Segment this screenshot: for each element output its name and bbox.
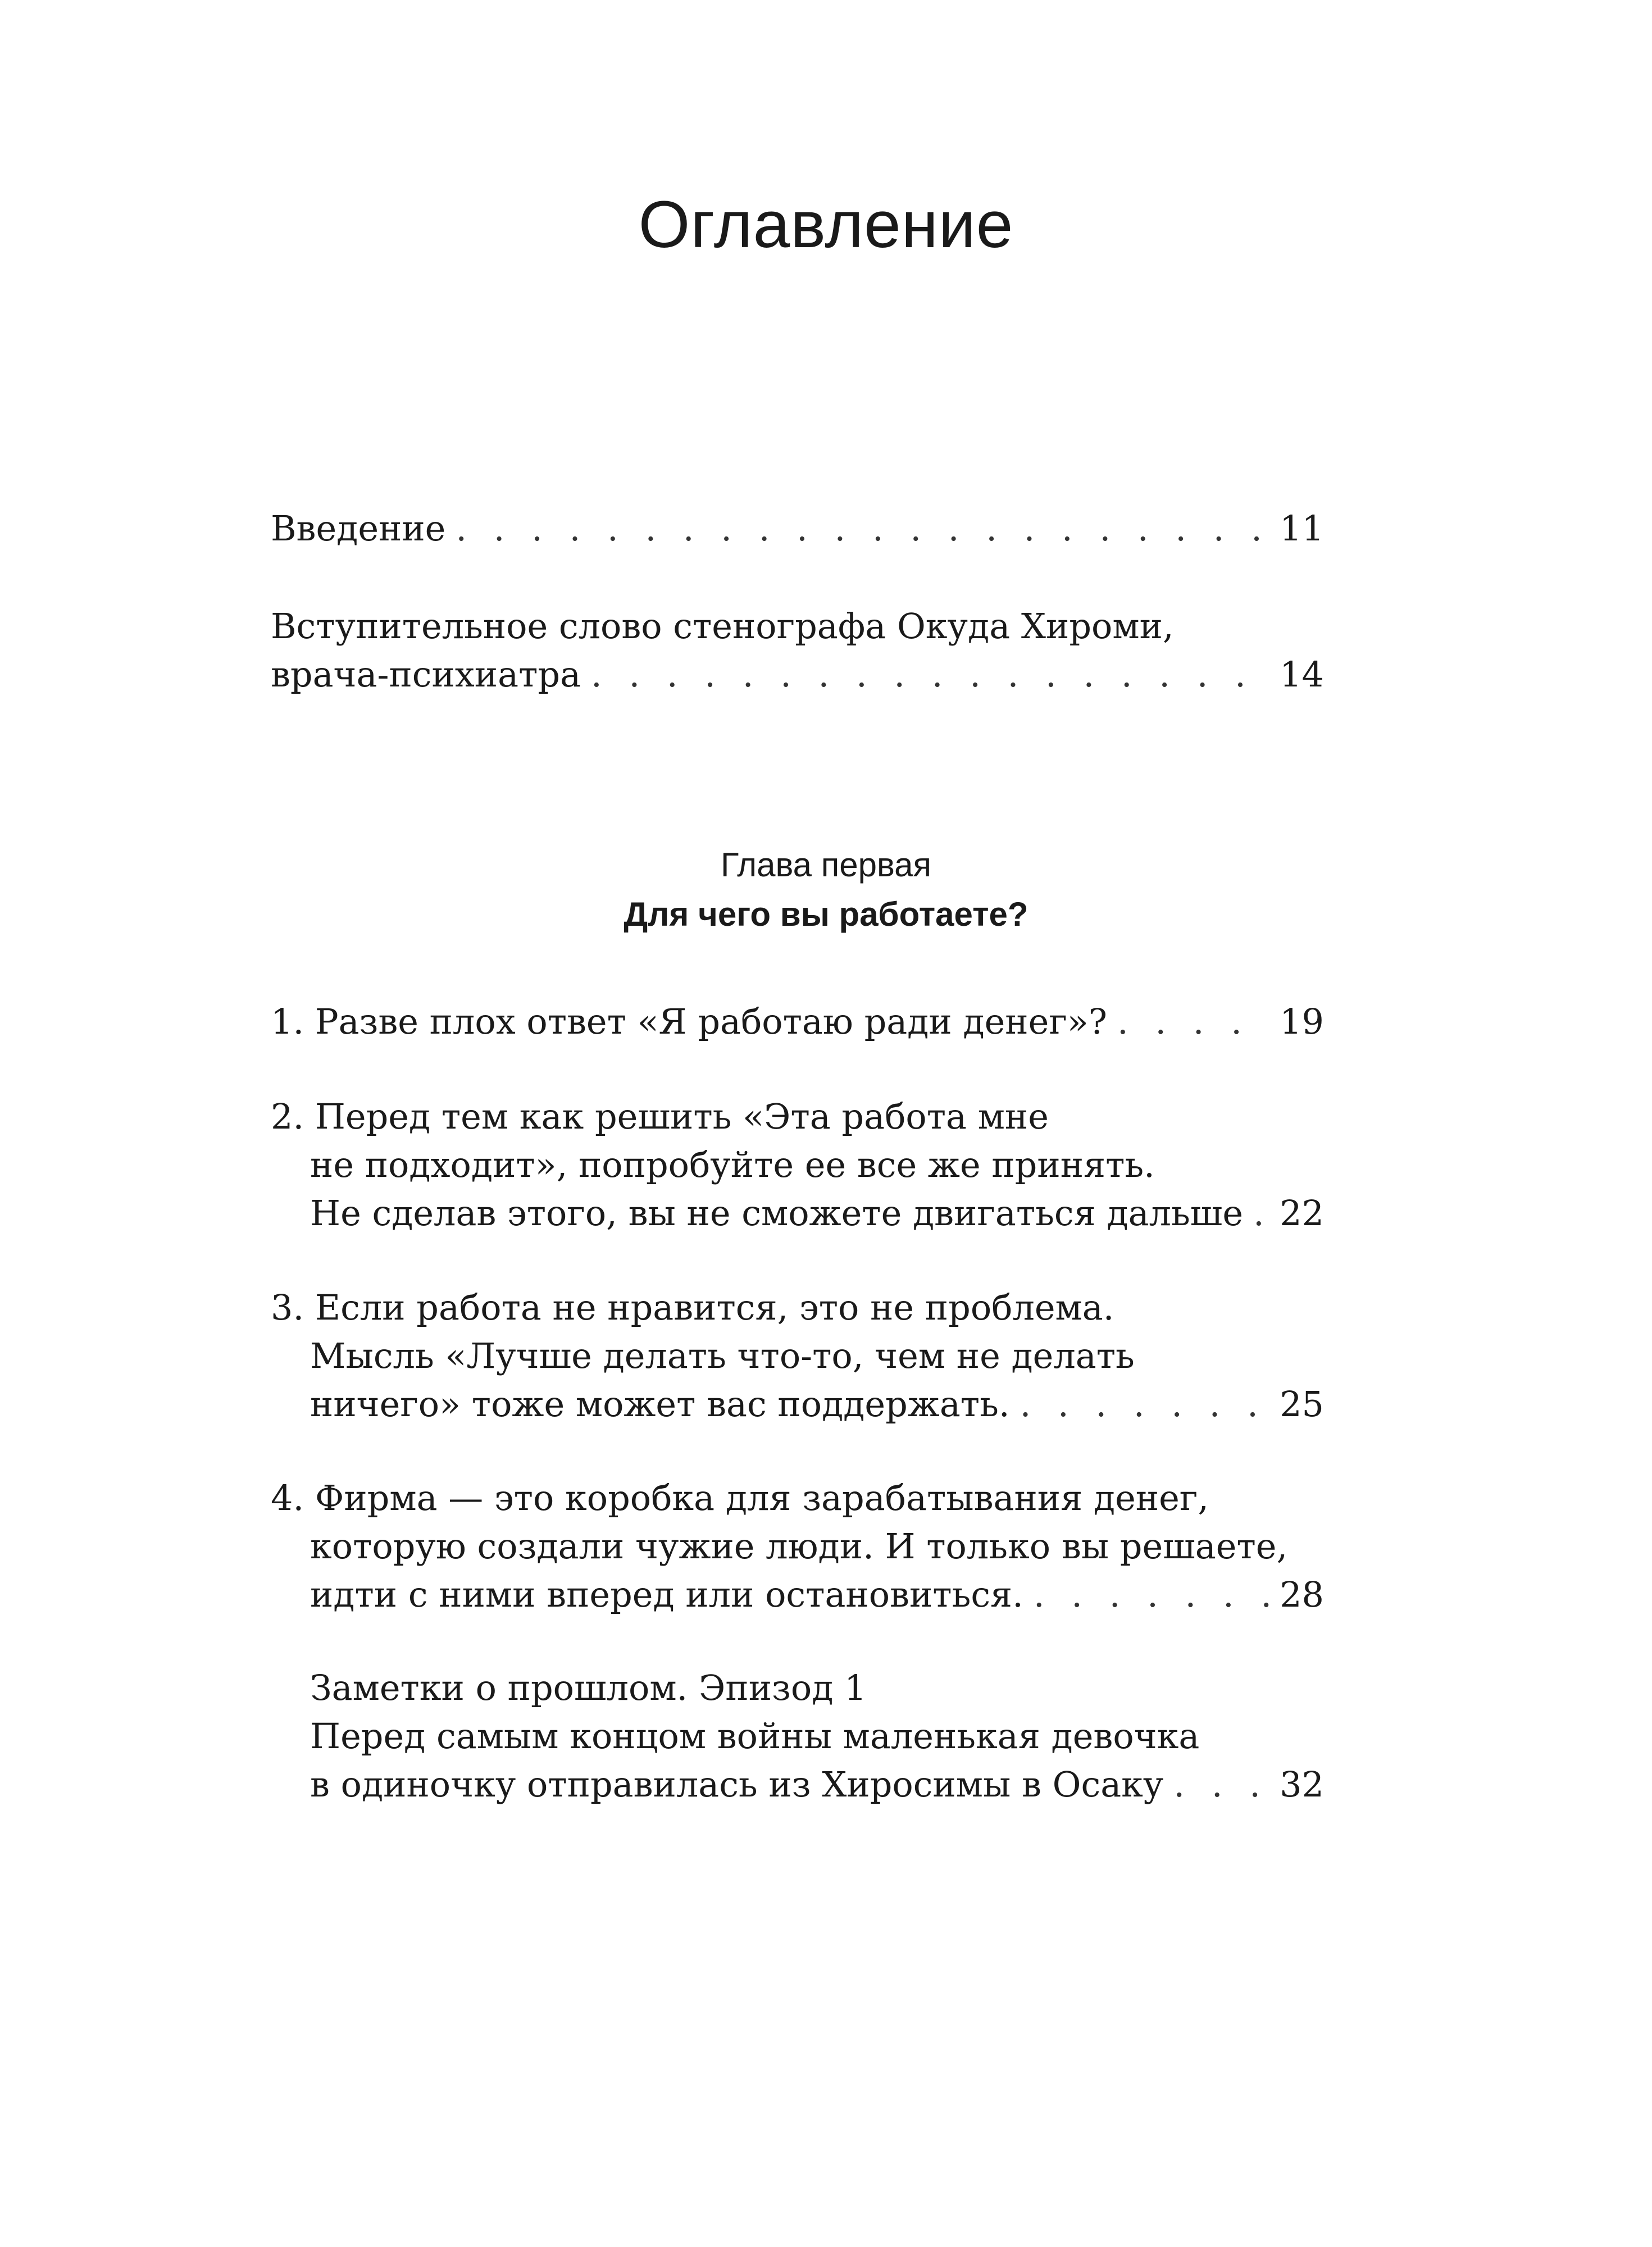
toc-entry-text: идти с ними вперед или остановиться.: [310, 1574, 1023, 1615]
dot-leader: [591, 651, 1272, 699]
toc-page-number: 28: [1280, 1574, 1324, 1615]
toc-entry-text: 1. Разве плох ответ «Я работаю ради денег»?: [271, 1001, 1107, 1042]
toc-entry-introduction[interactable]: [271, 504, 1324, 553]
toc-entry-text: Перед самым концом войны маленькая девочка: [310, 1716, 1200, 1757]
toc-entry-3[interactable]: [271, 1284, 1324, 1429]
toc-page-number: 32: [1280, 1764, 1324, 1805]
toc-entry-text: Не сделав этого, вы не сможете двигаться дальше: [310, 1193, 1244, 1234]
chapter-title: Для чего вы работаете?: [624, 895, 1028, 933]
toc-page-number: 22: [1280, 1193, 1324, 1234]
toc-entry-4[interactable]: [271, 1474, 1324, 1619]
page-title: Оглавление: [638, 188, 1014, 262]
dot-leader: [456, 504, 1272, 553]
dot-leader: [1253, 1189, 1272, 1238]
toc-entry-text: не подходит», попробуйте ее все же принять.: [310, 1144, 1155, 1185]
toc-entry-text: ничего» тоже может вас поддержать.: [310, 1384, 1010, 1425]
toc-entry-text: Вступительное слово стенографа Окуда Хироми,: [271, 606, 1174, 647]
toc-page-number: 25: [1280, 1384, 1324, 1425]
toc-entry-text: 4. Фирма — это коробка для зарабатывания денег,: [271, 1477, 1209, 1518]
dot-leader: [1173, 1761, 1272, 1809]
dot-leader: [1034, 1571, 1272, 1619]
toc-entry-1[interactable]: [271, 998, 1324, 1046]
toc-entry-stenographer-foreword[interactable]: [271, 602, 1324, 699]
toc-entry-2[interactable]: [271, 1093, 1324, 1238]
toc-entry-text: 2. Перед тем как решить «Эта работа мне: [271, 1096, 1049, 1137]
toc-entry-text: которую создали чужие люди. И только вы решаете,: [310, 1526, 1288, 1567]
toc-entry-text: Введение: [271, 508, 446, 549]
toc-entry-text: врача-психиатра: [271, 654, 581, 695]
chapter-label: Глава первая: [720, 846, 932, 884]
toc-entry-text: 3. Если работа не нравится, это не проблема.: [271, 1287, 1114, 1328]
dot-leader: [1020, 1380, 1272, 1429]
toc-page-number: 11: [1280, 508, 1324, 549]
toc-entry-text: Заметки о прошлом. Эпизод 1: [310, 1667, 867, 1708]
dot-leader: [1117, 998, 1272, 1046]
toc-page-number: 14: [1280, 654, 1324, 695]
toc-entry-text: Мысль «Лучше делать что-то, чем не делать: [310, 1335, 1135, 1376]
toc-page-number: 19: [1280, 1001, 1324, 1042]
toc-entry-text: в одиночку отправилась из Хиросимы в Осаку: [310, 1764, 1164, 1805]
chapter-heading: [0, 843, 1652, 941]
toc-entry-episode-1[interactable]: [271, 1664, 1324, 1809]
